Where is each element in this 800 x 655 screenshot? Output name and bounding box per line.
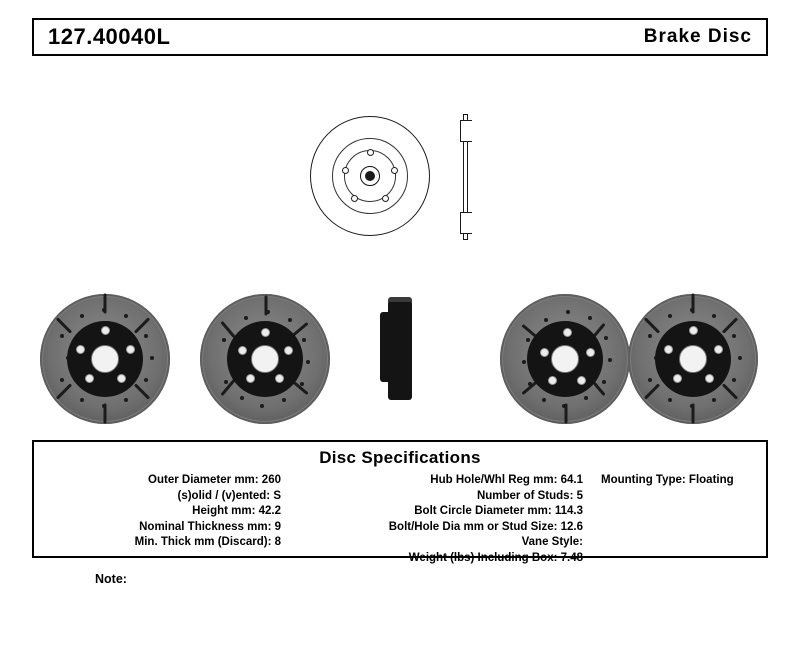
lug-hole: [540, 348, 549, 357]
spec-nominal-thickness: Nominal Thickness mm: 9: [139, 520, 281, 533]
rotor-drill-hole: [668, 398, 672, 402]
rotor-drilled-slotted-angled-left: [200, 294, 330, 424]
spec-hub-hole: Hub Hole/Whl Reg mm: 64.1: [430, 474, 583, 486]
stud-hole: [382, 195, 389, 202]
rotor-drill-hole: [542, 398, 546, 402]
lug-hole: [85, 374, 94, 383]
lug-hole: [548, 376, 557, 385]
rotor-center-bore: [679, 345, 707, 373]
spec-number-of-studs: Number of Studs: 5: [476, 489, 583, 502]
rotor-drill-hole: [528, 382, 532, 386]
rotor-drill-hole: [690, 404, 694, 408]
rotor-edge-on-center: [380, 294, 420, 424]
rotor-drill-hole: [526, 338, 530, 342]
lug-hole: [238, 346, 247, 355]
rotor-drill-hole: [60, 334, 64, 338]
specs-columns: [34, 473, 766, 566]
rotor-drill-hole: [588, 316, 592, 320]
part-number: 127.40040L: [48, 24, 171, 49]
rotor-center-bore: [91, 345, 119, 373]
rotor-drill-hole: [300, 382, 304, 386]
rotor-drilled-slotted-angled-right: [500, 294, 630, 424]
rotor-view-row: [0, 294, 800, 434]
rotor-drill-hole: [60, 378, 64, 382]
lug-hole: [275, 374, 284, 383]
rotor-drill-hole: [102, 308, 106, 312]
lug-hole: [101, 326, 110, 335]
rotor-drill-hole: [150, 356, 154, 360]
lug-hole: [76, 345, 85, 354]
rotor-drill-hole: [648, 378, 652, 382]
rotor-drill-hole: [608, 358, 612, 362]
rotor-edge-line-drawing: [460, 114, 474, 240]
lug-hole: [714, 345, 723, 354]
stud-hole: [342, 167, 349, 174]
rotor-drill-hole: [288, 318, 292, 322]
rotor-drill-hole: [144, 378, 148, 382]
stud-hole: [351, 195, 358, 202]
rotor-drill-hole: [732, 334, 736, 338]
rotor-drill-hole: [544, 318, 548, 322]
specs-column-left: [34, 473, 289, 566]
rotor-drill-hole: [240, 396, 244, 400]
spec-outer-diameter: Outer Diameter mm: 260: [148, 474, 281, 486]
rotor-drill-hole: [306, 360, 310, 364]
spec-bolt-hole-dia: Bolt/Hole Dia mm or Stud Size: 12.6: [388, 520, 583, 533]
rotor-drill-hole: [282, 398, 286, 402]
specs-title: Disc Specifications: [319, 448, 481, 467]
lug-hole: [577, 376, 586, 385]
rotor-edge-flange-bottom: [460, 212, 472, 234]
rotor-drill-hole: [124, 314, 128, 318]
rotor-drill-hole: [712, 398, 716, 402]
rotor-drill-hole: [732, 378, 736, 382]
specs-column-middle: [289, 473, 589, 566]
rotor-drill-hole: [260, 404, 264, 408]
rotor-drill-hole: [224, 380, 228, 384]
rotor-face-line-drawing: [310, 116, 430, 236]
rotor-drilled-slotted-front-right: [628, 294, 758, 424]
rotor-drill-hole: [712, 314, 716, 318]
lug-hole: [126, 345, 135, 354]
drawing-area: [0, 56, 800, 436]
rotor-hub-center: [365, 171, 375, 181]
rotor-drill-hole: [522, 360, 526, 364]
disc-specifications-panel: [32, 440, 768, 564]
rotor-drill-hole: [566, 310, 570, 314]
lug-hole: [673, 374, 682, 383]
rotor-drill-hole: [562, 404, 566, 408]
rotor-drill-hole: [124, 398, 128, 402]
lug-hole: [689, 326, 698, 335]
spec-mounting-type: Mounting Type: Floating: [601, 474, 734, 486]
rotor-drill-hole: [690, 308, 694, 312]
specs-column-right: [589, 473, 766, 566]
rotor-center-bore: [551, 345, 579, 373]
rotor-drill-hole: [102, 404, 106, 408]
lug-hole: [586, 348, 595, 357]
rotor-drill-hole: [80, 314, 84, 318]
rotor-edge-flange-top: [460, 120, 472, 142]
stud-hole: [367, 149, 374, 156]
rotor-drilled-slotted-front-left: [40, 294, 170, 424]
rotor-drill-hole: [266, 310, 270, 314]
rotor-drill-hole: [144, 334, 148, 338]
page-title: Brake Disc: [643, 26, 752, 47]
spec-solid-vented: (s)olid / (v)ented: S: [177, 489, 281, 502]
header-bar: [32, 18, 768, 56]
spec-height: Height mm: 42.2: [192, 505, 281, 517]
spec-bolt-circle-diameter: Bolt Circle Diameter mm: 114.3: [414, 505, 583, 517]
rotor-drill-hole: [584, 396, 588, 400]
rotor-drill-hole: [604, 336, 608, 340]
rotor-drill-hole: [222, 338, 226, 342]
rotor-center-bore: [251, 345, 279, 373]
spec-vane-style: Vane Style:: [521, 536, 583, 548]
rotor-drill-hole: [738, 356, 742, 360]
lug-hole: [284, 346, 293, 355]
lug-hole: [664, 345, 673, 354]
rotor-drill-hole: [668, 314, 672, 318]
rotor-drill-hole: [648, 334, 652, 338]
rotor-edge-body: [388, 302, 412, 400]
lug-hole: [261, 328, 270, 337]
rotor-drill-hole: [602, 380, 606, 384]
stud-hole: [391, 167, 398, 174]
lug-hole: [563, 328, 572, 337]
rotor-drill-hole: [244, 316, 248, 320]
spec-weight: Weight (lbs) Including Box: 7.48: [408, 551, 583, 564]
rotor-edge-hat: [380, 312, 390, 382]
rotor-drill-hole: [302, 338, 306, 342]
note-label: Note:: [95, 572, 127, 586]
rotor-drill-hole: [80, 398, 84, 402]
lug-hole: [705, 374, 714, 383]
spec-min-thickness: Min. Thick mm (Discard): 8: [134, 536, 281, 548]
lug-hole: [117, 374, 126, 383]
lug-hole: [246, 374, 255, 383]
